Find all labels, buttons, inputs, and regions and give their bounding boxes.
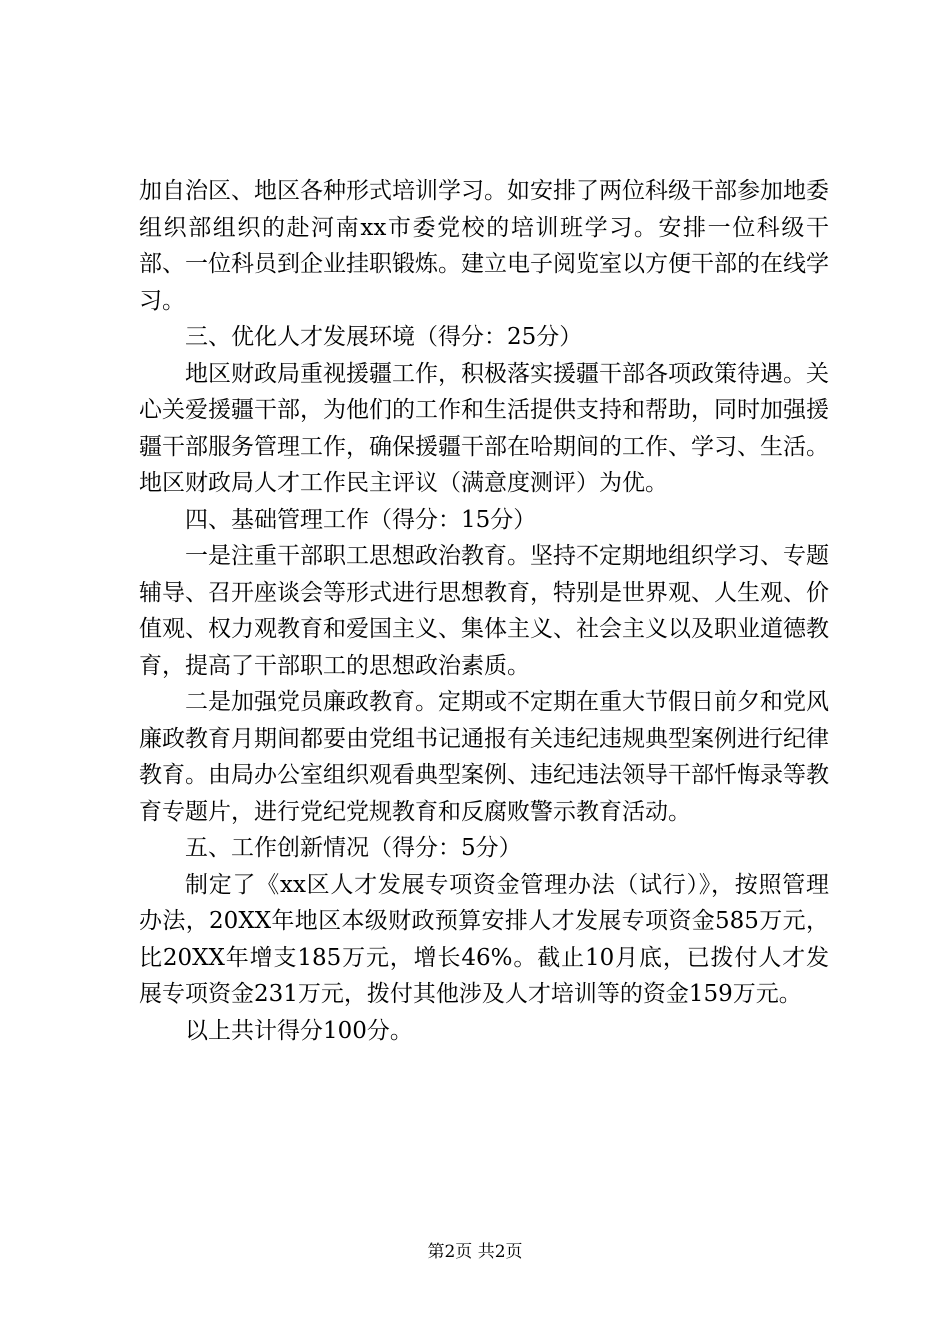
heading-talent-environment: 三、优化人才发展环境（得分：25分）: [185, 324, 583, 350]
heading-basic-management: 四、基础管理工作（得分：15分）: [185, 506, 537, 533]
paragraph-political-education: 一是注重干部职工思想政治教育。坚持不定期地组织学习、专题辅导、召开座谈会等形式进行思想教育，特别是世界观、人生观、价值观、权力观教育和爱国主义、集体主义、社会主义以及职业道德教育，提高了干部职工的思想政治素质。: [139, 543, 829, 679]
paragraph-total-score: 以上共计得分100分。: [185, 1017, 413, 1044]
paragraph-integrity-education: 二是加强党员廉政教育。定期或不定期在重大节假日前夕和党风廉政教育月期间都要由党组书记通报有关违纪违规典型案例进行纪律教育。由局办公室组织观看典型案例、违纪违法领导干部忏悔录等教育专题片，进行党纪党规教育和反腐败警示教育活动。: [139, 689, 829, 825]
paragraph-training-continued: 加自治区、地区各种形式培训学习。如安排了两位科级干部参加地委组织部组织的赴河南xx市委党校的培训班学习。安排一位科级干部、一位科员到企业挂职锻炼。建立电子阅览室以方便干部的在线学习。: [139, 178, 829, 314]
paragraph-special-funds: 制定了《xx区人才发展专项资金管理办法（试行）》，按照管理办法，20XX年地区本级财政预算安排人才发展专项资金585万元，比20XX年增支185万元，增长46%。截止10月底，已拨付人才发展专项资金231万元，拨付其他涉及人才培训等的资金159万元。: [139, 871, 829, 1007]
page-number-footer: 第2页 共2页: [427, 1242, 523, 1262]
paragraph-xinjiang-support: 地区财政局重视援疆工作，积极落实援疆干部各项政策待遇。关心关爱援疆干部，为他们的工作和生活提供支持和帮助，同时加强援疆干部服务管理工作，确保援疆干部在哈期间的工作、学习、生活。地区财政局人才工作民主评议（满意度测评）为优。: [139, 360, 829, 496]
document-body: [139, 173, 829, 1049]
heading-innovation: 五、工作创新情况（得分：5分）: [185, 835, 522, 861]
